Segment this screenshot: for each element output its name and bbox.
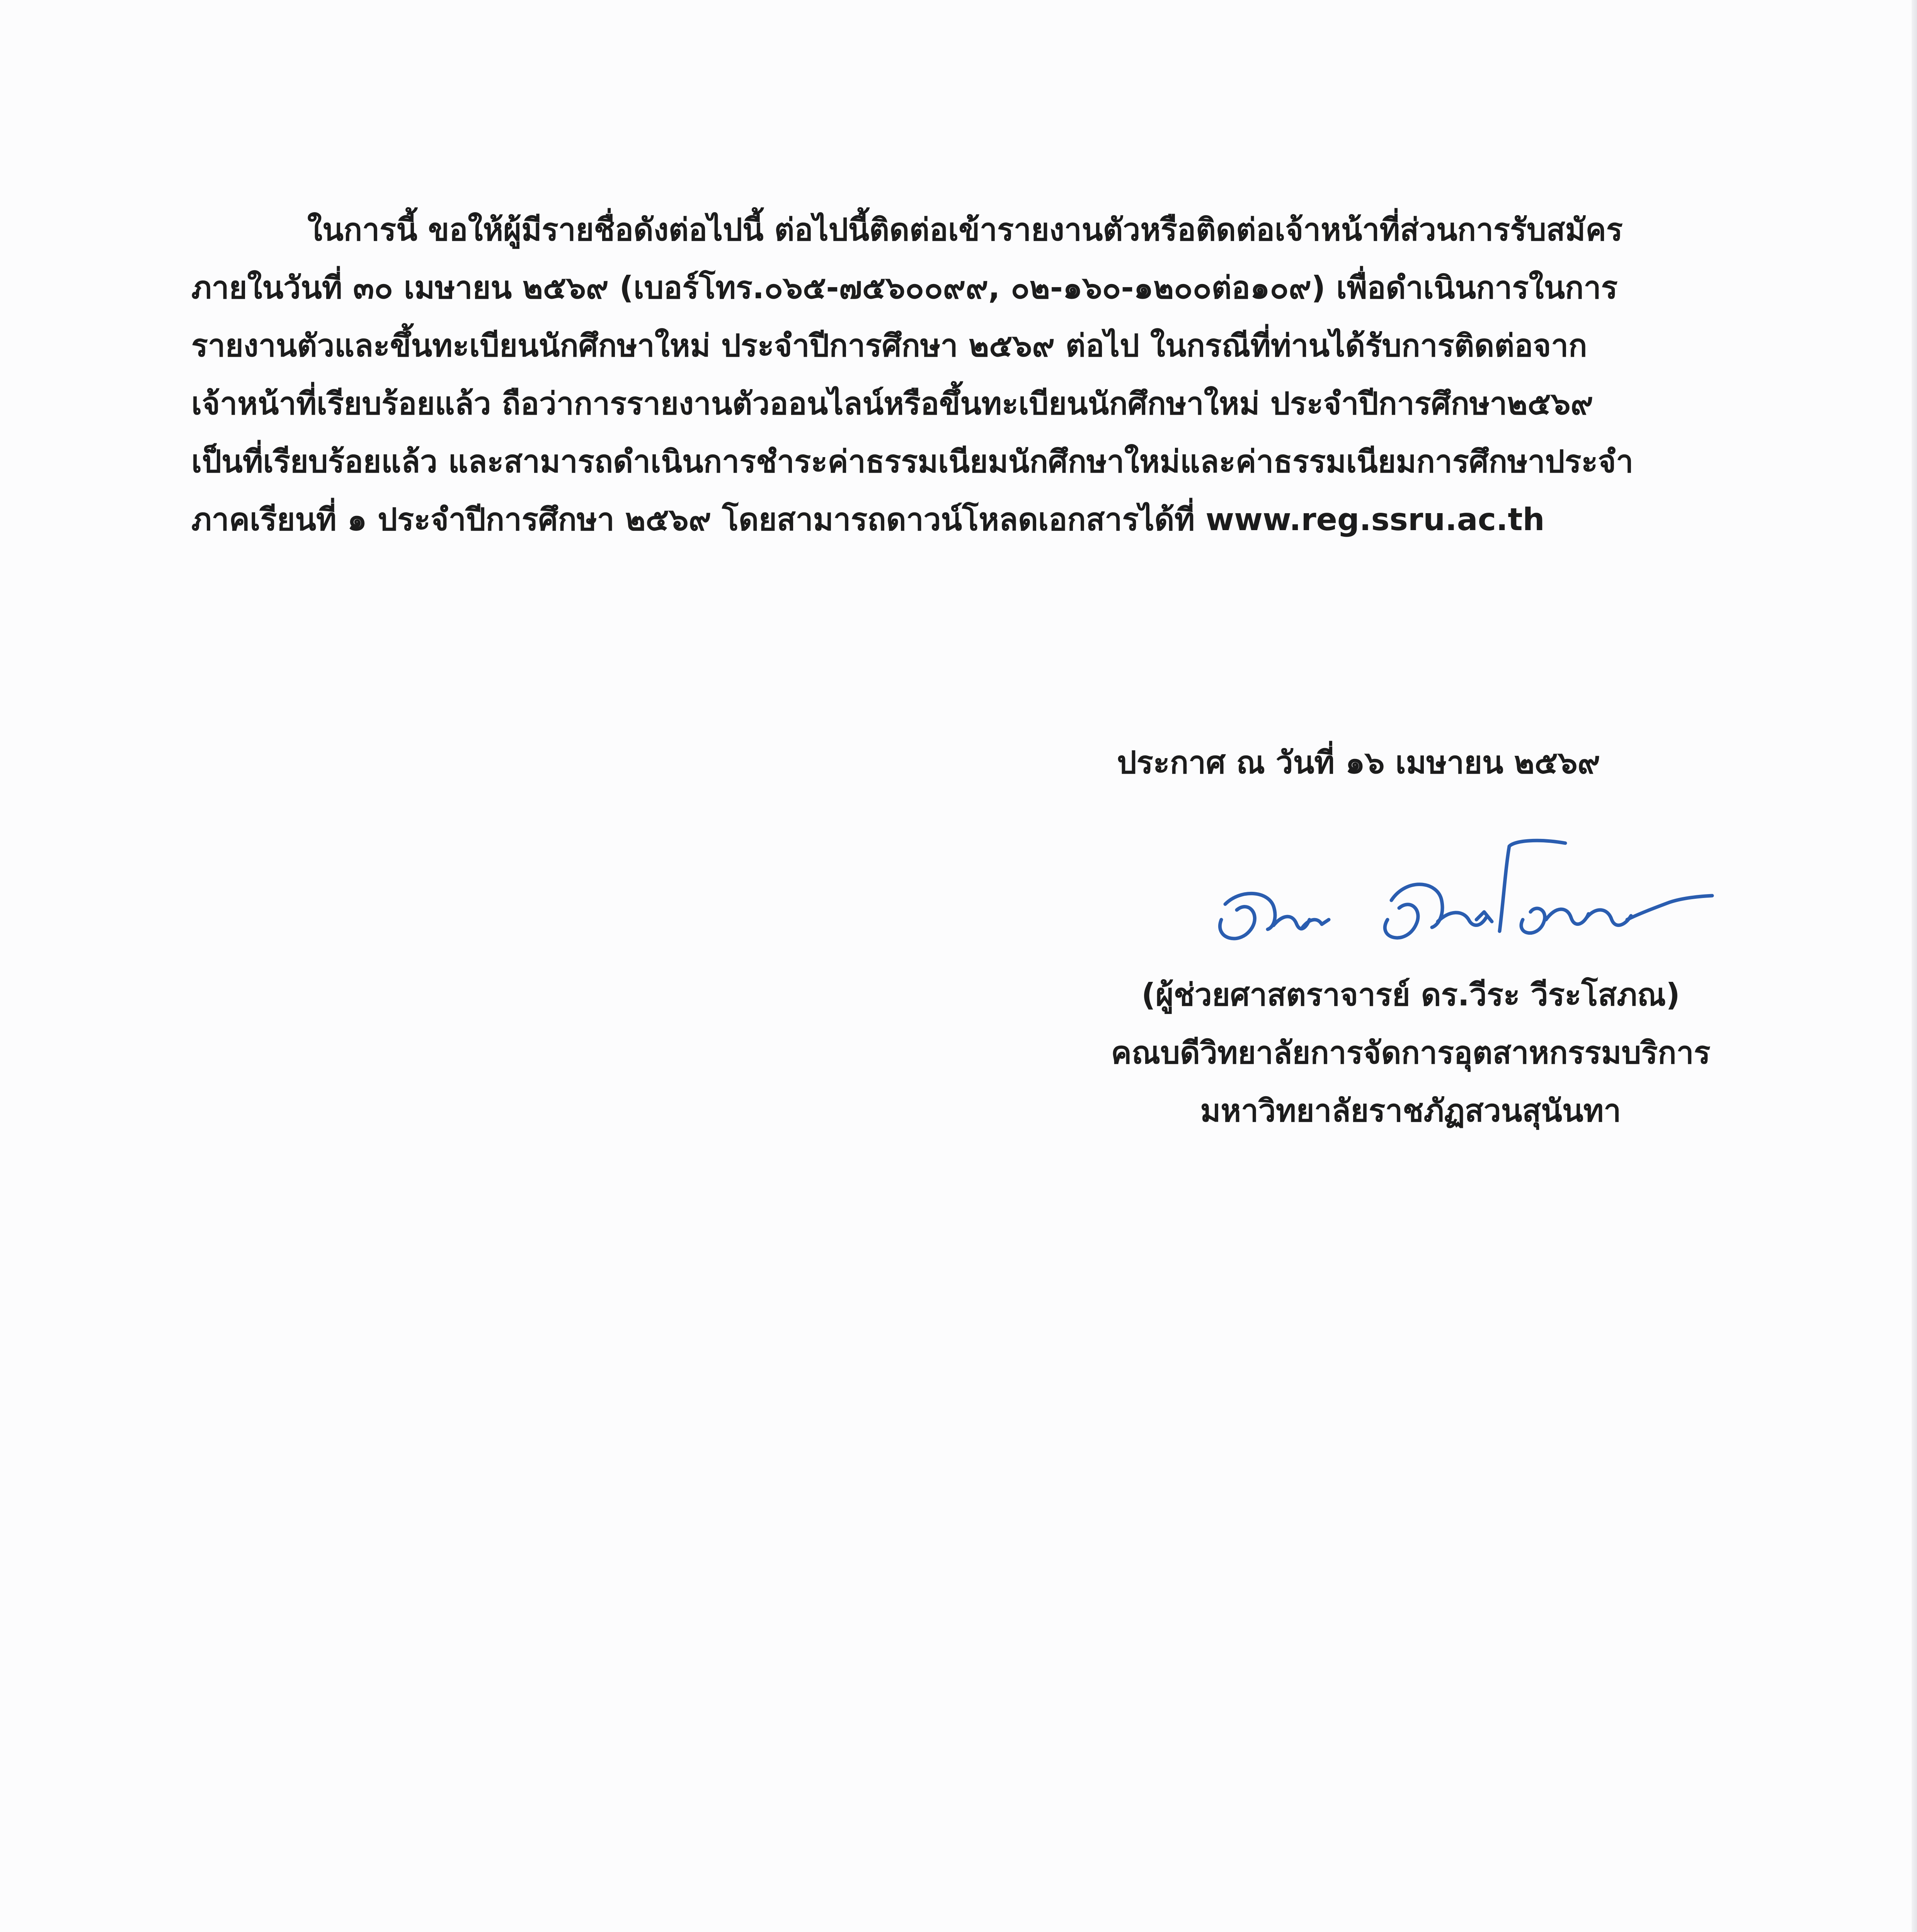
- handwritten-signature: [1206, 823, 1724, 962]
- body-line: ในการนี้ ขอให้ผู้มีรายชื่อดังต่อไปนี้ ต่อไปนี้ติดต่อเข้ารายงานตัวหรือติดต่อเจ้าหน้าที่ส่วนการรับสมัคร: [307, 212, 1623, 248]
- body-line: ภาคเรียนที่ ๑ ประจำปีการศึกษา ๒๕๖๙ โดยสามารถดาวน์โหลดเอกสารได้ที่ www.reg.ssru.ac.th: [191, 502, 1545, 537]
- signatory-name: (ผู้ช่วยศาสตราจารย์ ดร.วีระ วีระโสภณ): [1141, 977, 1680, 1013]
- announcement-date: ประกาศ ณ วันที่ ๑๖ เมษายน ๒๕๖๙: [1117, 745, 1600, 781]
- body-line: เป็นที่เรียบร้อยแล้ว และสามารถดำเนินการชำระค่าธรรมเนียมนักศึกษาใหม่และค่าธรรมเนียมการศึกษาประจำ: [191, 444, 1634, 480]
- signatory-block: [1044, 966, 1778, 1140]
- body-line: รายงานตัวและขึ้นทะเบียนนักศึกษาใหม่ ประจำปีการศึกษา ๒๕๖๙ ต่อไป ในกรณีที่ท่านได้รับการติดต่อจาก: [191, 328, 1587, 364]
- signatory-institution: มหาวิทยาลัยราชภัฏสวนสุนันทา: [1200, 1093, 1621, 1129]
- body-paragraph: [191, 201, 1749, 549]
- scan-edge-shadow: [1912, 0, 1917, 1932]
- signatory-position: คณบดีวิทยาลัยการจัดการอุตสาหกรรมบริการ: [1111, 1035, 1711, 1071]
- body-line: เจ้าหน้าที่เรียบร้อยแล้ว ถือว่าการรายงานตัวออนไลน์หรือขึ้นทะเบียนนักศึกษาใหม่ ประจำปีการศึกษา๒๕๖๙: [191, 386, 1594, 422]
- body-line: ภายในวันที่ ๓๐ เมษายน ๒๕๖๙ (เบอร์โทร.๐๖๕-๗๕๖๐๐๙๙, ๐๒-๑๖๐-๑๒๐๐ต่อ๑๐๙) เพื่อดำเนินการในการ: [191, 270, 1618, 306]
